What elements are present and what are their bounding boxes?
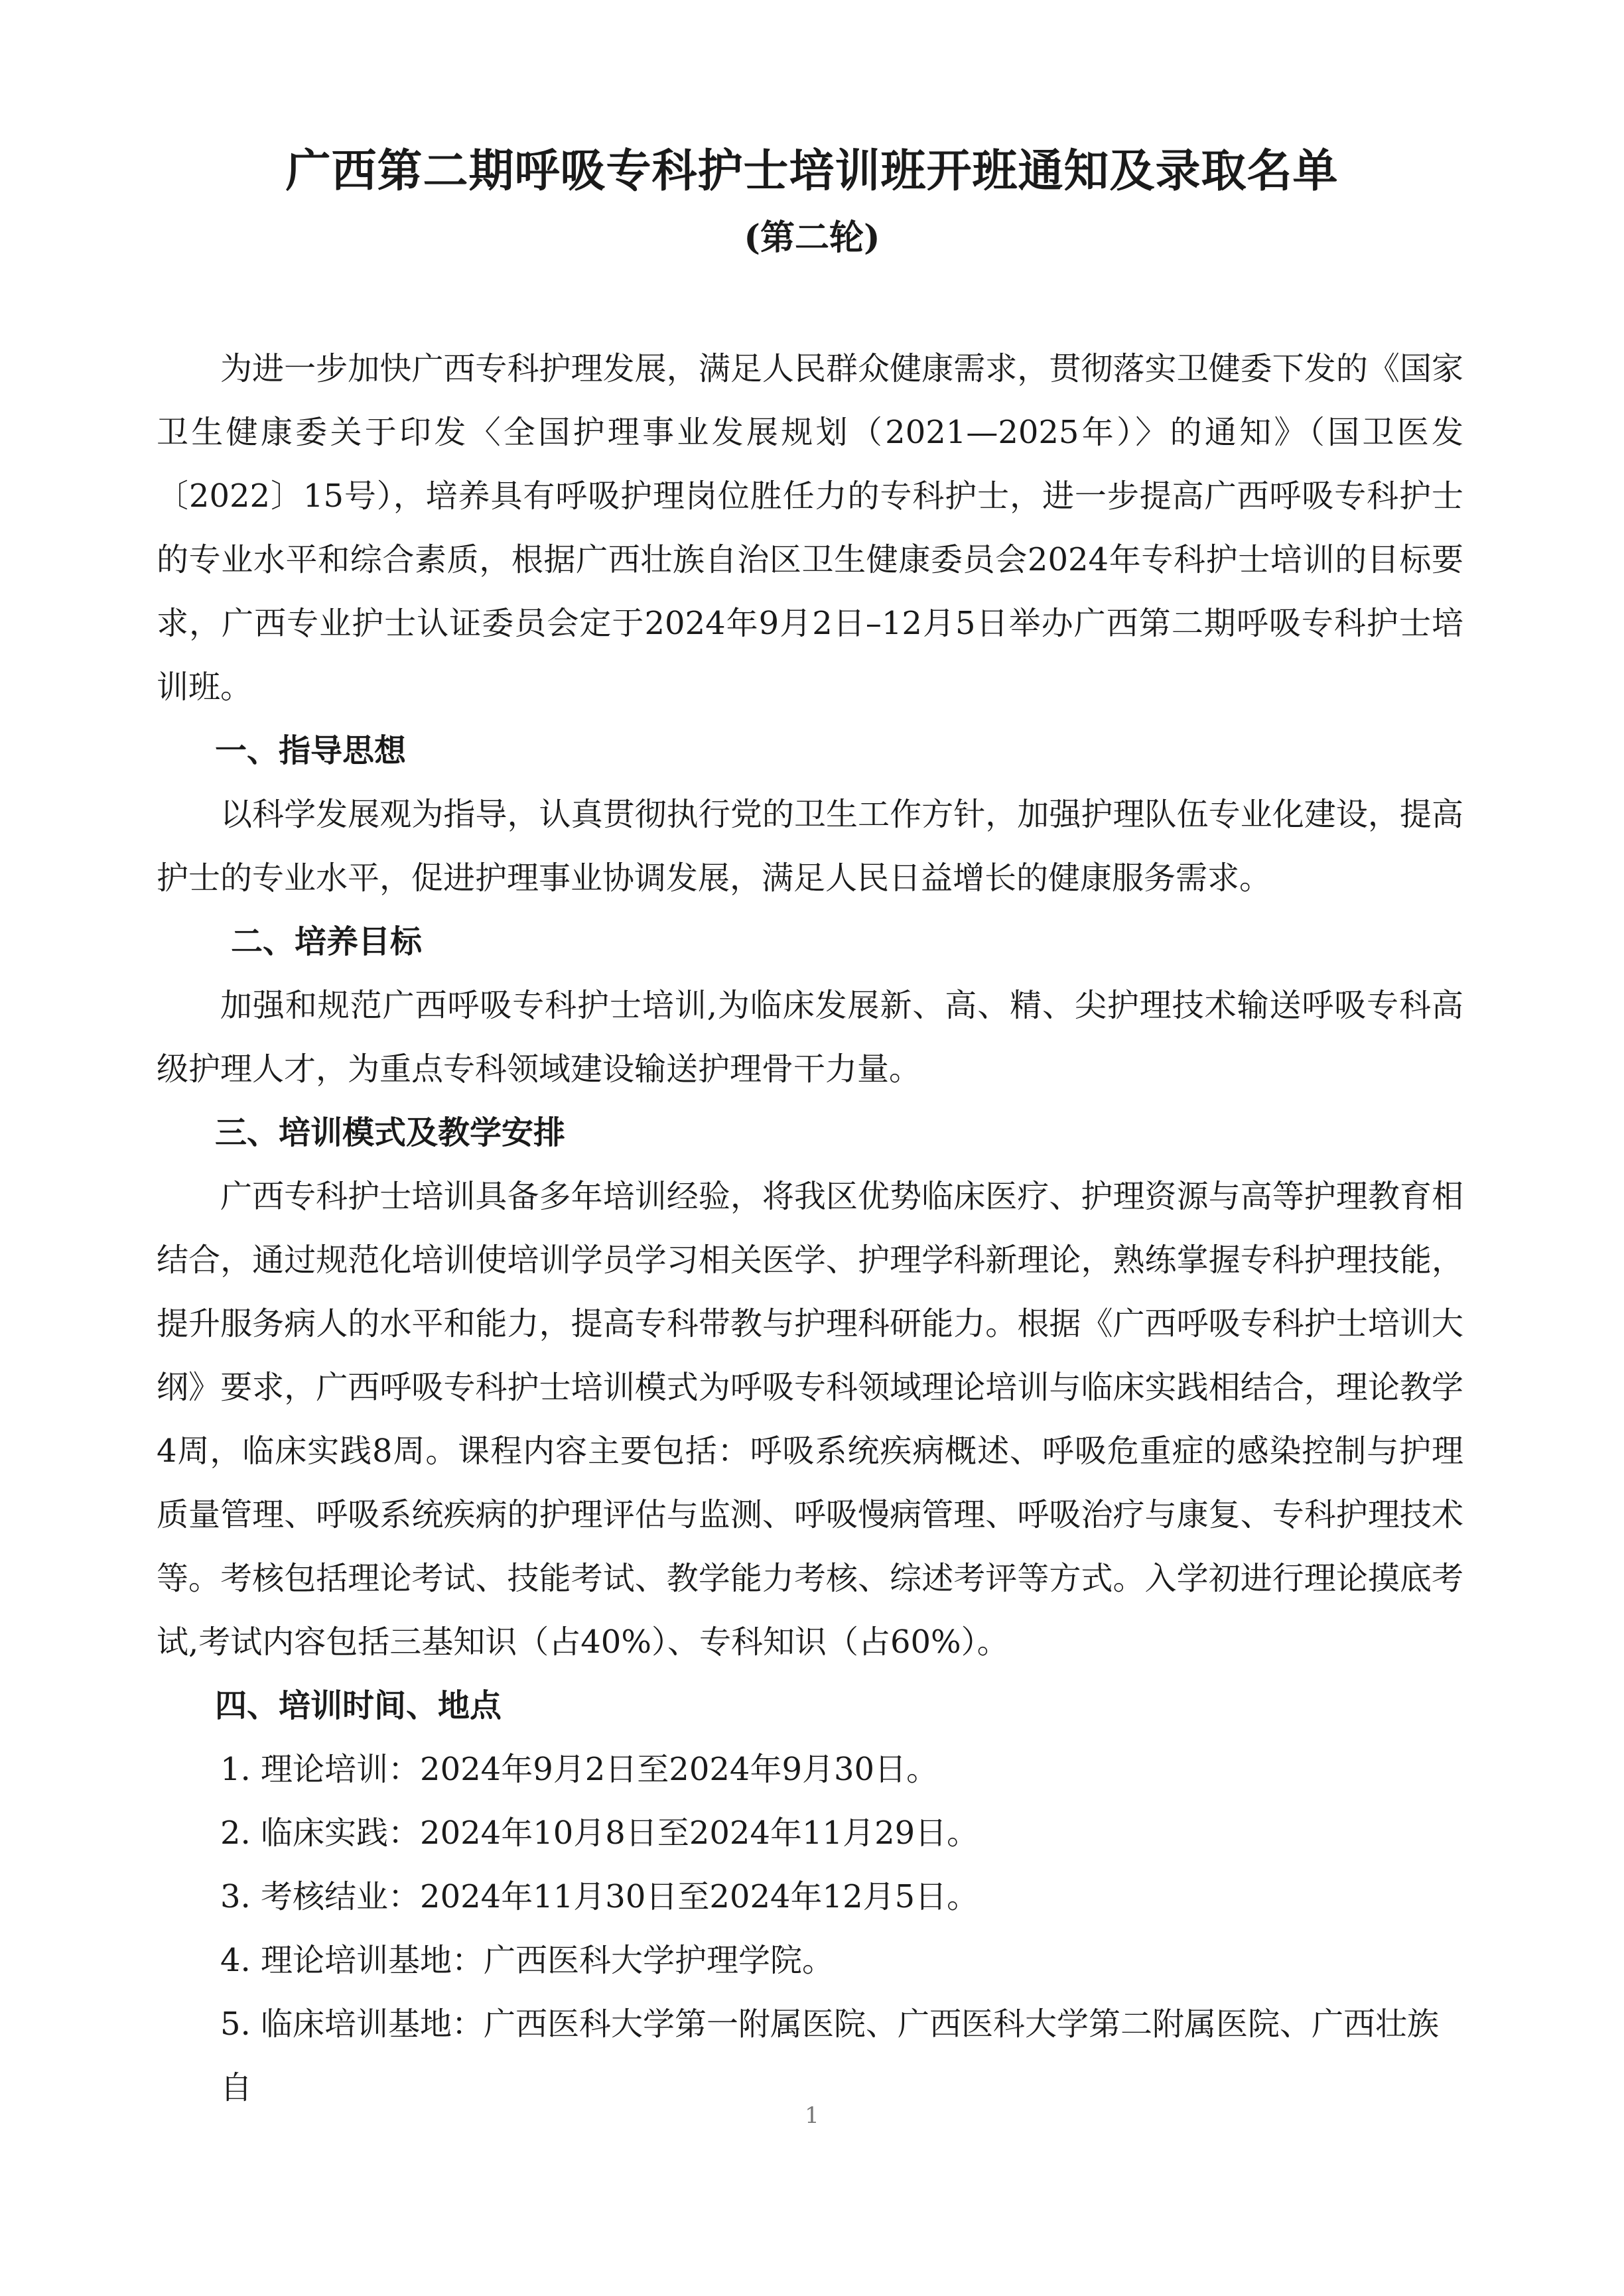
list-item-assessment: 3. 考核结业：2024年11月30日至2024年12月5日。 bbox=[220, 1878, 979, 1915]
list-item-clinical-base: 5. 临床培训基地：广西医科大学第一附属医院、广西医科大学第二附属医院、广西壮族自 bbox=[220, 2006, 1440, 2106]
section-heading-training-goals: 二、培养目标 bbox=[231, 923, 423, 960]
list-item-theory-training: 1. 理论培训：2024年9月2日至2024年9月30日。 bbox=[220, 1751, 939, 1788]
list-item-theory-base: 4. 理论培训基地：广西医科大学护理学院。 bbox=[220, 1942, 835, 1979]
section-text-training-mode: 广西专科护士培训具备多年培训经验，将我区优势临床医疗、护理资源与高等护理教育相结合，通过规范化培训使培训学员学习相关医学、护理学科新理论，熟练掌握专科护理技能，提升服务病人的水平和能力，提高专科带教与护理科研能力。根据《广西呼吸专科护士培训大纲》要求，广西呼吸专科护士培训模式为呼吸专科领域理论培训与临床实践相结合，理论教学4周，临床实践8周。课程内容主要包括：呼吸系统疾病概述、呼吸危重症的感染控制与护理质量管理、呼吸系统疾病的护理评估与监测、呼吸慢病管理、呼吸治疗与康复、专科护理技术等。考核包括理论考试、技能考试、教学能力考核、综述考评等方式。入学初进行理论摸底考试,考试内容包括三基知识（占40%）、专科知识（占60%）。 bbox=[157, 1178, 1463, 1661]
section-heading-training-mode: 三、培训模式及教学安排 bbox=[215, 1114, 566, 1151]
list-item-clinical-practice: 2. 临床实践：2024年10月8日至2024年11月29日。 bbox=[220, 1815, 979, 1852]
section-heading-guiding-ideology: 一、指导思想 bbox=[215, 732, 407, 769]
document-body bbox=[157, 337, 1463, 2120]
document-title: 广西第二期呼吸专科护士培训班开班通知及录取名单 bbox=[285, 145, 1339, 198]
document-subtitle: (第二轮) bbox=[744, 218, 880, 258]
page-number: 1 bbox=[805, 2102, 819, 2129]
section-heading-time-location: 四、培训时间、地点 bbox=[215, 1687, 502, 1724]
section-text-training-goals: 加强和规范广西呼吸专科护士培训,为临床发展新、高、精、尖护理技术输送呼吸专科高级护理人才，为重点专科领域建设输送护理骨干力量。 bbox=[157, 987, 1463, 1088]
intro-paragraph: 为进一步加快广西专科护理发展，满足人民群众健康需求，贯彻落实卫健委下发的《国家卫生健康委关于印发〈全国护理事业发展规划（2021—2025年）〉的通知》（国卫医发〔2022〕15号），培养具有呼吸护理岗位胜任力的专科护士，进一步提高广西呼吸专科护士的专业水平和综合素质，根据广西壮族自治区卫生健康委员会2024年专科护士培训的目标要求，广西专业护士认证委员会定于2024年9月2日–12月5日举办广西第二期呼吸专科护士培训班。 bbox=[157, 350, 1463, 706]
section-text-guiding-ideology: 以科学发展观为指导，认真贯彻执行党的卫生工作方针，加强护理队伍专业化建设，提高护士的专业水平，促进护理事业协调发展，满足人民日益增长的健康服务需求。 bbox=[157, 796, 1463, 897]
